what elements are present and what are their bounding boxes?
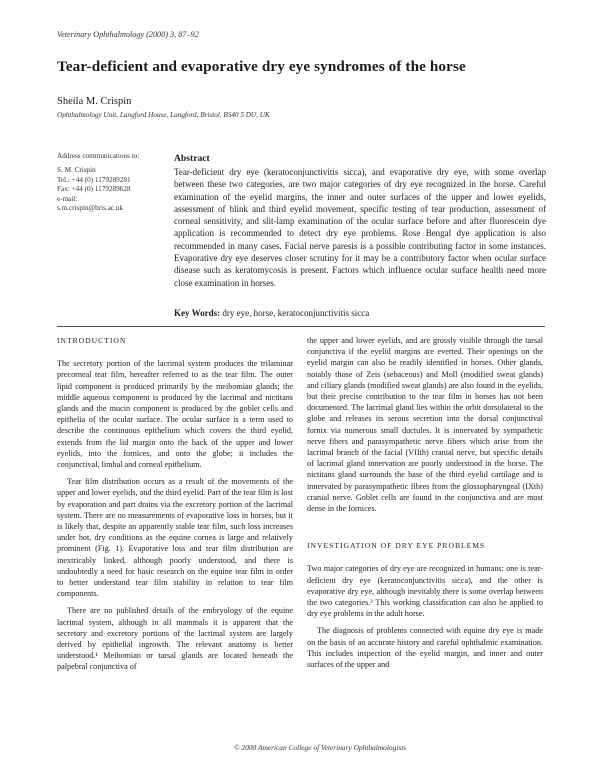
abstract-heading: Abstract xyxy=(174,153,210,164)
left-column xyxy=(57,335,293,679)
author-name: Sheila M. Crispin xyxy=(57,96,132,107)
body-paragraph: Two major categories of dry eye are recognized in humans: one is tear-deficient dry eye (keratoconjunctivitis sicca), and the other is evaporative dry eye, although inevitably there is some overlap between the two categories.² This working classification can also be applied to dry eye problems in the adult horse. xyxy=(307,564,543,619)
copyright-notice: © 2000 American College of Veterinary Ophthalmologists xyxy=(234,743,407,752)
keywords-line xyxy=(174,308,546,318)
body-paragraph: Tear film distribution occurs as a result of the movements of the upper and lower eyelids, and the third eyelid. Part of the tear film is lost by evaporation and part drains via the excretory portion of the lacrimal system. There are no measurements of evaporative loss in horses, but it is likely that, despite an apparently stable tear film, such loss increases under hot, dry conditions as the equine cornea is large and relatively prominent (Fig. 1). Evaporative loss and tear film distribution are inextricably linked, although poorly understood, and there is undoubtedly a need for basic research on the equine tear film in order to better understand tear film stability in relation to tear film components. xyxy=(57,477,293,599)
keywords-text: dry eye, horse, keratoconjunctivitis sicca xyxy=(220,308,370,318)
keywords-label: Key Words: xyxy=(174,308,221,318)
correspondence-email-label: e-mail: xyxy=(57,194,78,203)
section-divider xyxy=(57,326,545,327)
author-affiliation: Ophthalmology Unit, Langford House, Langford, Bristol, BS40 5 DU, UK xyxy=(57,111,270,119)
right-column xyxy=(307,335,543,676)
correspondence-fax: Fax: +44 (0) 1179289628 xyxy=(57,185,131,194)
article-title: Tear-deficient and evaporative dry eye syndromes of the horse xyxy=(57,58,466,75)
correspondence-block xyxy=(57,152,167,213)
body-paragraph: The diagnosis of problems connected with equine dry eye is made on the basis of an accurate history and careful ophthalmic examination. This includes inspection of the eyelid margin, and inner and outer surfaces of the upper and xyxy=(307,626,543,670)
body-paragraph: The secretory portion of the lacrimal system produces the trilaminar precorneal tear film, hereafter referred to as the tear film. The outer lipid component is produced primarily by the meibomian glands; the middle aqueous component is produced by the lacrimal and nictitans glands and the mucin component is produced by the goblet cells and epithelia of the ocular surface. The ocular surface is a term used to describe the continuous epithelium which covers the third eyelid, extends from the lid margin onto the back of the upper and lower eyelids, into the fornices, and onto the globe; it includes the conjunctival, limbal and corneal epithelium. xyxy=(57,359,293,470)
introduction-heading: INTRODUCTION xyxy=(57,336,127,345)
journal-citation: Veterinary Ophthalmology (2000) 3, 87–92 xyxy=(57,30,199,39)
body-paragraph: the upper and lower eyelids, and are grossly visible through the tarsal conjunctiva if the eyelid margins are everted. Their openings on the eyelid margin can also be readily identified in horses. Other glands, notably those of Zeis (sebaceous) and Moll (modified sweat glands) and ciliary glands (modified sweat glands) are also found in the eyelids, but their precise contribution to the tear film in horses has not been documented. The lacrimal gland lies within the orbit dorsolateral to the globe and releases its serous secretion into the dorsal conjunctival fornix via numerous small ductules. It is innervated by sympathetic nerve fibers and parasympathetic nerve fibers which arise from the lacrimal branch of the facial (VIIth) cranial nerve, but specific details of lacrimal gland innervation are poorly understood in the horse. The nictitans gland surrounds the base of the third eyelid cartilage and is innervated by parasympathetic fibres from the glossopharyngeal (IXth) cranial nerve. Goblet cells are found in the conjunctiva and are most dense in the fornices. xyxy=(307,336,543,514)
correspondence-email: s.m.crispin@bris.ac.uk xyxy=(57,204,124,213)
correspondence-tel: Tel.: +44 (0) 1179289281 xyxy=(57,175,131,184)
correspondence-heading: Address communications to: xyxy=(57,152,140,160)
section-spacer xyxy=(307,520,543,540)
body-paragraph: There are no published details of the embryology of the equine lacrimal system, although in all mammals it is apparent that the secretory and excretory portions of the lacrimal system are largely derived by epithelial ingrowth. The relevant anatomy is better understood.¹ Meibomian or tarsal glands are located beneath the palpebral conjunctiva of xyxy=(57,606,293,672)
investigation-heading: INVESTIGATION OF DRY EYE PROBLEMS xyxy=(307,541,486,551)
abstract-text: Tear-deficient dry eye (keratoconjunctivitis sicca), and evaporative dry eye, with some overlap between these two categories, are two major categories of dry eye recognized in the horse. Careful examination of the eyelid margins, the inner and outer surfaces of the upper and lower eyelids, assessment of blink and third eyelid movement, specific testing of tear production, assessment of corneal sensitivity, and slit-lamp examination of the ocular surface before and after fluorescein dye application is recommended to detect dry eye problems. Rose Bengal dye application is also recommended in many cases. Facial nerve paresis is a possible contributing factor in some instances. Evaporative dry eye deserves closer scrutiny for it may be a contributory factor when ocular surface disease such as keratomycosis is present. Factors which influence ocular surface health need more close examination in horses. xyxy=(174,167,546,288)
correspondence-name: S. M. Crispin xyxy=(57,166,96,175)
abstract-block xyxy=(174,153,546,289)
